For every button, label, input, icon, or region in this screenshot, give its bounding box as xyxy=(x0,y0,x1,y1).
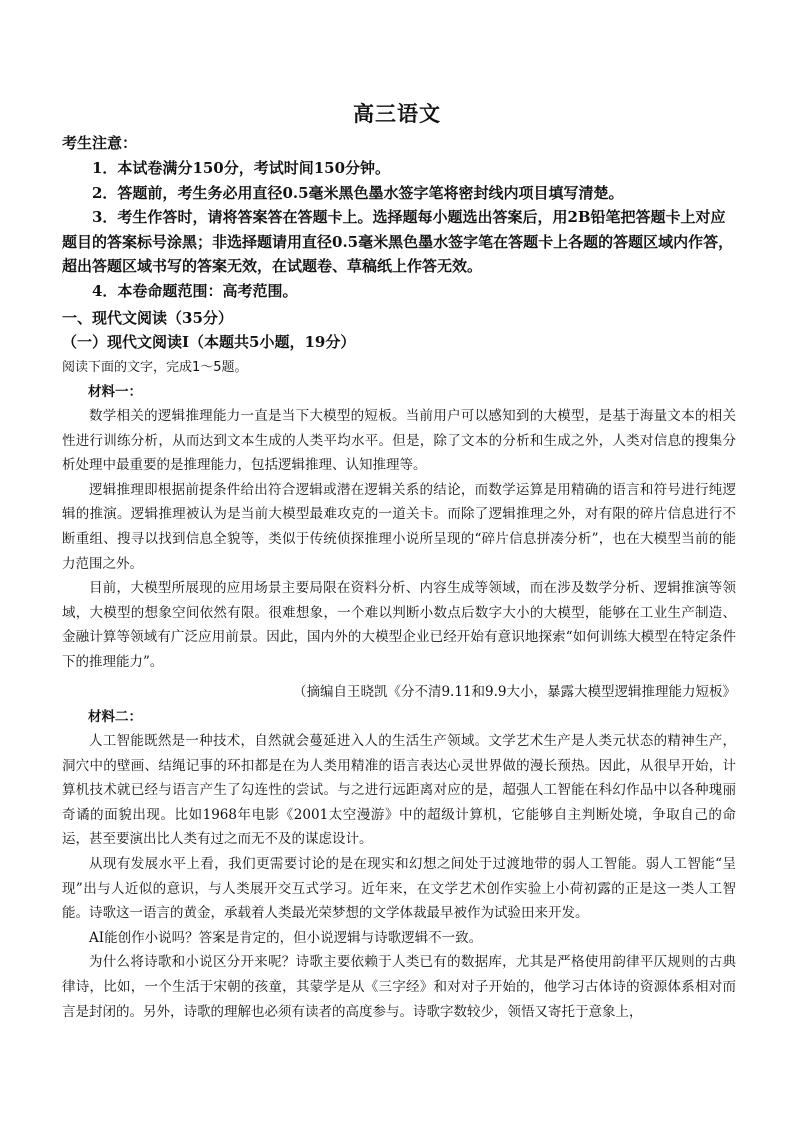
rule-item: 3．考生作答时，请将答案答在答题卡上。选择题每小题选出答案后，用2B铅笔把答题卡上对应题目的答案标号涂黑；非选择题请用直径0.5毫米黑色墨水签字笔在答题卡上各题的答题区域内作答，超出答题区域书写的答案无效，在试题卷、草稿纸上作答无效。 xyxy=(62,208,734,275)
subsection-heading: （一）现代文阅读Ⅰ（本题共5小题，19分） xyxy=(62,333,356,351)
rule-item: 2．答题前，考生务必用直径0.5毫米黑色墨水签字笔将密封线内项目填写清楚。 xyxy=(92,183,624,202)
material-one-label: 材料一： xyxy=(88,384,142,400)
material-two-label: 材料二： xyxy=(88,709,142,725)
page-title: 高三语文 xyxy=(353,101,441,126)
paragraph: 目前，大模型所展现的应用场景主要局限在资料分析、内容生成等领域，而在涉及数学分析、逻辑推演等领域，大模型的想象空间依然有限。很难想象，一个难以判断小数点后数字大小的大模型，能够在工业生产制造、金融计算等领域有广泛应用前景。因此，国内外的大模型企业已经开始有意识地探索“如何训练大模型在特定条件下的推理能力”。 xyxy=(62,580,736,670)
reading-instruction: 阅读下面的文字，完成1～5题。 xyxy=(62,360,248,375)
exam-rules xyxy=(62,156,736,303)
rule-item: 4．本卷命题范围：高考范围。 xyxy=(92,281,298,300)
section-heading: 一、现代文阅读（35分） xyxy=(62,309,233,327)
paragraph: 为什么将诗歌和小说区分开来呢？诗歌主要依赖于人类已有的数据库，尤其是严格使用韵律平仄规则的古典律诗，比如，一个生活于宋朝的孩童，其蒙学是从《三字经》和对对子开始的，他学习古体诗的资源体系相对而言是封闭的。另外，诗歌的理解也必须有读者的高度参与。诗歌字数较少，领悟又寄托于意象上， xyxy=(62,954,736,1020)
paragraph: 逻辑推理即根据前提条件给出符合逻辑或潜在逻辑关系的结论，而数学运算是用精确的语言和符号进行纯逻辑的推演。逻辑推理被认为是当前大模型最难攻克的一道关卡。而除了逻辑推理之外，对有限的碎片信息进行不断重组、搜寻以找到信息全貌等，类似于传统侦探推理小说所呈现的“碎片信息拼凑分析”，也在大模型当前的能力范围之外。 xyxy=(62,481,736,572)
material-one-source: （摘编自王晓凯《分不清9.11和9.9大小，暴露大模型逻辑推理能力短板》 xyxy=(292,684,736,700)
notice-heading: 考生注意： xyxy=(62,134,138,152)
paragraph: 从现有发展水平上看，我们更需要讨论的是在现实和幻想之间处于过渡地带的弱人工智能。弱人工智能“呈现”出与人近似的意识，与人类展开交互式学习。近年来，在文学艺术创作实验上小荷初露的正是这一类人工智能。诗歌这一语言的黄金，承载着人类最光荣梦想的文学体裁最早被作为试验田来开发。 xyxy=(62,855,736,922)
material-two-text xyxy=(62,729,736,1024)
material-one-text xyxy=(62,404,736,675)
paragraph: AI能创作小说吗？答案是肯定的，但小说逻辑与诗歌逻辑不一致。 xyxy=(89,929,483,946)
rule-item: 1．本试卷满分150分，考试时间150分钟。 xyxy=(92,159,391,177)
paragraph: 数学相关的逻辑推理能力一直是当下大模型的短板。当前用户可以感知到的大模型，是基于海量文本的相关性进行训练分析，从而达到文本生成的人类平均水平。但是，除了文本的分析和生成之外，人类对信息的搜集分析处理中最重要的是推理能力，包括逻辑推理、认知推理等。 xyxy=(62,408,736,474)
paragraph: 人工智能既然是一种技术，自然就会蔓延进入人的生活生产领域。文学艺术生产是人类元状态的精神生产，洞穴中的壁画、结绳记事的环扣都是在为人类用精准的语言表达心灵世界做的漫长预热。因此，从很早开始，计算机技术就已经与语言产生了勾连性的尝试。与之进行远距离对应的是，超强人工智能在科幻作品中以各种瑰丽奇谲的面貌出现。比如1968年电影《2001太空漫游》中的超级计算机，它能够自主判断处境，争取自己的命运，甚至要演出比人类有过之而无不及的谋虑设计。 xyxy=(62,733,736,848)
